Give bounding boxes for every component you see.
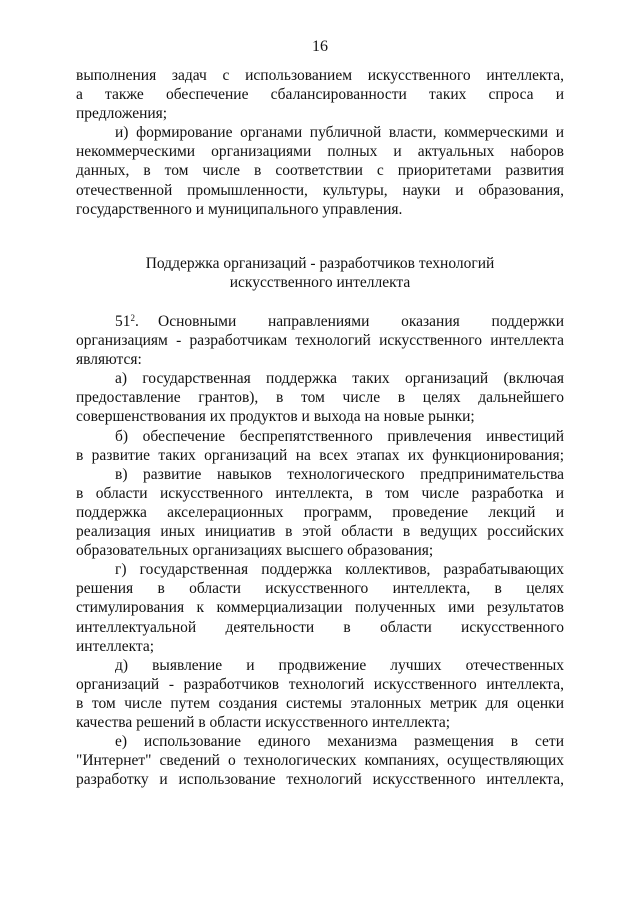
text-line: е) использование единого механизма размещения в сети	[115, 733, 564, 751]
paragraph-block-items	[76, 331, 564, 789]
text-line: государственного и муниципального управления.	[76, 200, 403, 218]
text-line: г) государственная поддержка коллективов, разрабатывающих	[115, 561, 564, 579]
text-line: некоммерческими организациями полных и актуальных наборов	[76, 143, 564, 161]
item-number-superscript: 2	[130, 313, 135, 323]
item-51-2	[76, 312, 564, 789]
text-line: предоставление грантов), в том числе в целях дальнейшего	[76, 389, 564, 407]
section-heading	[76, 254, 564, 292]
item-first-line	[76, 312, 564, 331]
text-line: отечественной промышленности, культуры, науки и образования,	[76, 181, 564, 199]
text-line: а также обеспечение сбалансированности таких спроса и	[76, 86, 564, 104]
text-line: в том числе путем создания системы эталонных метрик для оценки	[76, 694, 564, 712]
text-line: и) формирование органами публичной власти, коммерческими и	[115, 124, 564, 142]
text-line: "Интернет" сведений о технологических компаниях, осуществляющих	[76, 752, 564, 770]
text-line: выполнения задач с использованием искусственного интеллекта,	[76, 67, 564, 84]
text-line: являются:	[76, 351, 142, 369]
text-line: интеллектуальной деятельности в области искусственного	[76, 618, 564, 636]
text-line: решения в области искусственного интеллекта, в целях	[76, 580, 564, 598]
paragraph-block-continuation	[76, 66, 564, 219]
text-line: организациям - разработчикам технологий искусственного интеллекта	[76, 332, 564, 350]
text-line: а) государственная поддержка таких организаций (включая	[115, 370, 564, 388]
text-line: совершенствования их продуктов и выхода на новые рынки;	[76, 408, 475, 426]
text-line: б) обеспечение беспрепятственного привлечения инвестиций	[115, 427, 564, 445]
item-number	[115, 312, 139, 331]
item-number-main: 51	[115, 313, 131, 330]
text-line: образовательных организациях высшего образования;	[76, 542, 434, 560]
text-line: реализация иных инициатив в этой области в ведущих российских	[76, 523, 564, 541]
text-line: организаций - разработчиков технологий искусственного интеллекта,	[76, 675, 564, 693]
section-heading-line-1: Поддержка организаций - разработчиков технологий	[145, 255, 495, 272]
text-line: д) выявление и продвижение лучших отечественных	[115, 656, 564, 674]
page-number: 16	[312, 38, 328, 55]
item-number-dot: .	[135, 313, 139, 330]
text-line: в) развитие навыков технологического предпринимательства	[115, 465, 564, 483]
text-line: данных, в том числе в соответствии с приоритетами развития	[76, 162, 564, 180]
text-line: в области искусственного интеллекта, в том числе разработка и	[76, 484, 564, 502]
text-line: стимулирования к коммерциализации полученных ими результатов	[76, 599, 564, 617]
text-line: в развитие таких организаций на всех этапах их функционирования;	[76, 446, 564, 464]
item-first-line-text: Основными направлениями оказания поддержки	[158, 313, 564, 330]
text-line: интеллекта;	[76, 637, 155, 655]
text-line: разработку и использование технологий искусственного интеллекта,	[76, 771, 564, 789]
section-heading-line-2: искусственного интеллекта	[229, 274, 411, 292]
text-line: поддержка акселерационных программ, проведение лекций и	[76, 503, 564, 521]
text-line: предложения;	[76, 105, 168, 123]
text-line: качества решений в области искусственного интеллекта;	[76, 713, 451, 731]
